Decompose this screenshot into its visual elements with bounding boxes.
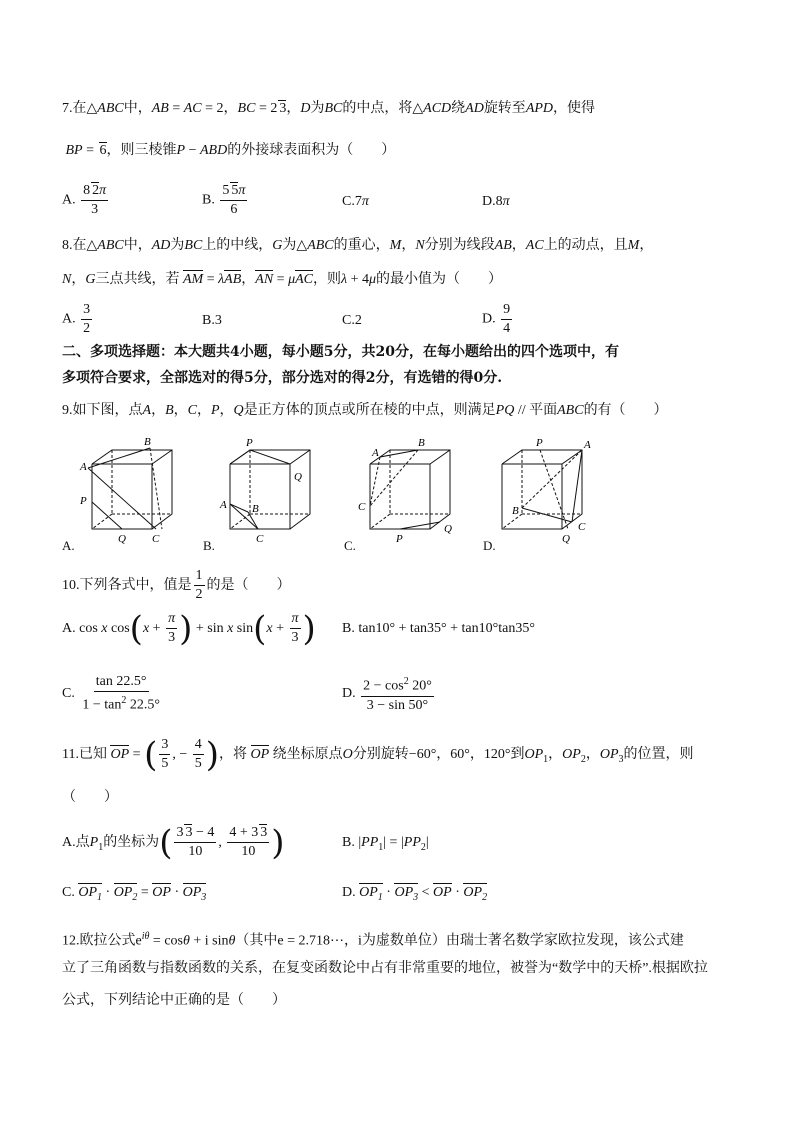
q7-stem-line2: BP = 6，则三棱锥P − ABD的外接球表面积为（ ） [65, 143, 396, 158]
q12-line1: 12.欧拉公式$e^{i\theta} = \cos\theta + i$ sinθ（其中e = 2.718⋯，i为虚数单位）由瑞士著名数学家欧拉发现，该公式建 [62, 931, 684, 949]
q8-option-b: B.3 [202, 313, 222, 328]
label-b: B [252, 503, 259, 515]
q10-option-a: A. cos x cos(x + $\frac{\pi}{3}$ ) + sin x sin(x + $\frac{\pi}{3}$ ) [62, 608, 316, 649]
label-p: P [396, 533, 403, 545]
label-b: B [512, 505, 519, 517]
q10-option-b: B. tan10° + tan35° + tan10°tan35° [342, 621, 535, 636]
label-q: Q [444, 523, 452, 535]
cube-diagram-b [218, 434, 328, 545]
q9-figure-d [498, 434, 608, 544]
label-q: Q [118, 533, 126, 545]
q10-half-den: 2 [195, 587, 203, 603]
q9-stem: 9.如下图，点A，B，C，P，Q是正方体的顶点或所在棱的中点，则满足PQ // 平面ABC的有（ ） [62, 403, 668, 418]
label-a: A [584, 439, 591, 451]
label-b: B [418, 437, 425, 449]
q8-option-a: A. $\frac{3}{2}$ [62, 302, 91, 336]
label-a: A [220, 499, 227, 511]
q9-figure-a [78, 434, 188, 544]
q8-stem-line2: N，G三点共线，若 AM = λAB，AN = μAC，则λ + 4μ的最小值为（ ） [62, 272, 503, 287]
q11-option-a: A.点$P_1$的坐标为( $\frac{3 3 - 4}{10}$ , $\frac{4 + 3 3}{10}$ ) [62, 822, 285, 863]
q11-option-d: D. $OP_1 \cdot OP_3$ < OP · $OP_2$ [342, 885, 488, 903]
label-a: A [80, 461, 87, 473]
label-c: C [256, 533, 264, 545]
q8-options [62, 301, 742, 347]
q8-option-c: C.2 [342, 313, 362, 328]
q7-option-a: A. $\frac{8 2\pi}{3}$ [62, 183, 107, 217]
q12-line2: 立了三角函数与指数函数的关系，在复变函数论中占有非常重要的地位，被誉为“数学中的天桥”.根据欧拉 [62, 961, 708, 976]
q9-figure-label-d: D. [483, 538, 496, 553]
q10-stem [62, 566, 291, 606]
label-p: P [80, 495, 87, 507]
q7-option-b: B. $\frac{5 5\pi}{6}$ [202, 183, 246, 217]
label-c: C [358, 501, 366, 513]
q8-option-d: D. $\frac{9}{4}$ [482, 302, 511, 336]
q11-stem-line1: 11.已知 OP = ( $\frac{3}{5}$ , − $\frac{4}{5}$ )，将 OP 绕坐标原点O分别旋转−60°，60°，120°到$OP_1$，$OP_2$，$OP_3$的位置，则 [62, 734, 694, 775]
cube-diagram-c [358, 434, 470, 545]
q10-stem-b: 的是（ ） [206, 578, 291, 593]
q10-half-num: 1 [194, 567, 205, 586]
q10-option-c: C. $\frac{\tan 22.5^\circ}{1 - \tan^2 22.5^\circ}$ [62, 674, 160, 713]
label-b: B [144, 436, 151, 448]
label-p: P [246, 437, 253, 449]
label-c: C [578, 521, 586, 533]
q9-figure-c [360, 434, 470, 544]
q10-option-d: D. $\frac{2 - \cos^2 20^\circ}{3 - \sin 50^\circ}$ [342, 673, 436, 715]
section2-line2: 多项符合要求，全部选对的得5分，部分选对的得2分，有选错的得0分. [62, 370, 503, 386]
label-a: A [372, 447, 379, 459]
label-q: Q [562, 533, 570, 545]
section2-line1: 二、多项选择题：本大题共4小题，每小题5分，共20分，在每小题给出的四个选项中，有 [62, 344, 619, 360]
cube-diagram-a [78, 434, 188, 545]
label-q: Q [294, 471, 302, 483]
q7-stem-line1: 7.在△ABC中，AB = AC = 2，BC = 2 3，D为BC的中点，将△ACD绕AD旋转至APD，使得 [62, 101, 596, 116]
q11-stem-line2: （ ） [62, 790, 118, 805]
label-c: C [152, 533, 160, 545]
q9-figure-label-a: A. [62, 538, 75, 553]
q7-option-c: C.7π [342, 194, 369, 209]
q9-figure-b [218, 434, 328, 544]
q12-line3: 公式，下列结论中正确的是（ ） [62, 993, 286, 1008]
cube-diagram-d [498, 434, 608, 545]
label-p: P [536, 437, 543, 449]
q9-figure-label-b: B. [203, 538, 215, 553]
q11-option-c: C. $OP_1 \cdot OP_2$ = OP · $OP_3$ [62, 885, 207, 903]
q8-stem-line1: 8.在△ABC中，AD为BC上的中线，G为△ABC的重心，M，N分别为线段AB，AC上的动点，且M， [62, 238, 654, 253]
q7-option-d: D.8π [482, 194, 510, 209]
q9-figure-label-c: C. [344, 538, 356, 553]
q11-option-b: B. $|PP_1| = |PP_2|$ [342, 835, 429, 853]
q7-options [62, 182, 742, 228]
q10-stem-a: 10.下列各式中，值是 [62, 578, 192, 593]
